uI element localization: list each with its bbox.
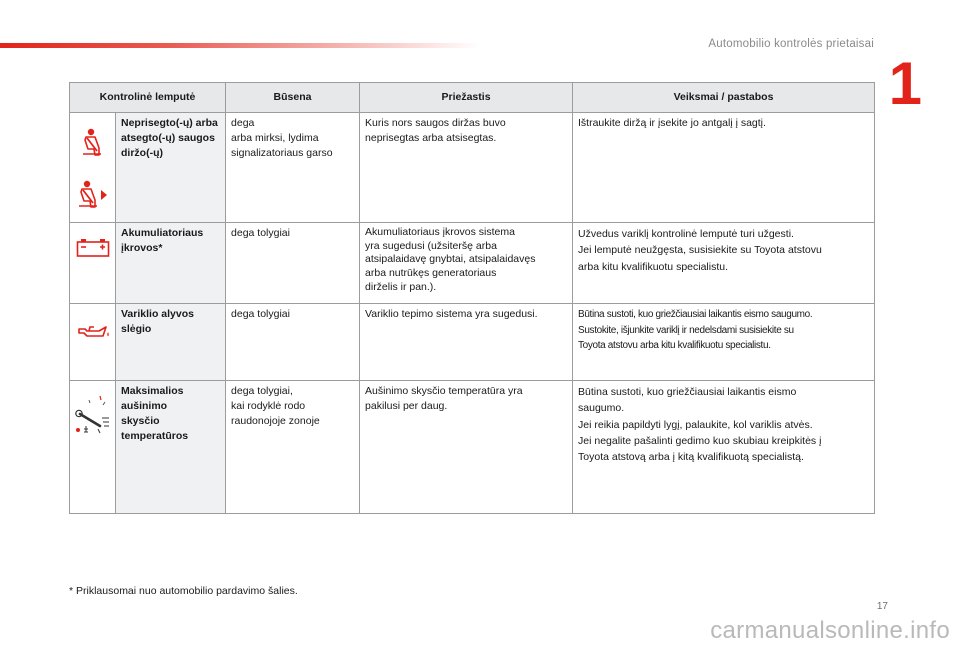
column-header-warning-light: Kontrolinė lemputė — [70, 83, 226, 113]
column-header-state: Būsena — [226, 83, 360, 113]
coolant-temperature-icon — [74, 392, 112, 438]
action-line: Toyota atstovą arba į kitą kvalifikuotą specialistą. — [578, 451, 804, 464]
cause-line: Kuris nors saugos diržas buvo — [365, 117, 506, 129]
state-cell — [226, 381, 360, 514]
action-line: Jei negalite pašalinti gedimo kuo skubiau kreipkitės į — [578, 434, 822, 447]
state-line: dega — [231, 117, 255, 129]
cause-cell — [360, 223, 573, 304]
page-number: 17 — [876, 601, 888, 612]
icon-cell — [70, 381, 116, 514]
warning-light-name: Akumuliatoriaus įkrovos* — [116, 223, 226, 304]
cause-line: atsipalaidavę gnybtai, atsipalaidavęs — [365, 253, 536, 266]
state-line: arba mirksi, lydima — [231, 131, 319, 144]
cause-line: pakilusi per daug. — [365, 399, 448, 412]
seatbelt-icon — [81, 128, 105, 158]
action-line: Būtina sustoti, kuo griežčiausiai laikantis eismo — [578, 386, 797, 398]
cause-line: Akumuliatoriaus įkrovos sistema — [365, 226, 515, 238]
header-accent-bar — [0, 43, 480, 48]
state-line: kai rodyklė rodo — [231, 399, 306, 412]
state-line: dega tolygiai — [231, 227, 290, 239]
cause-cell — [360, 381, 573, 514]
action-cell — [573, 304, 875, 381]
action-cell — [573, 223, 875, 304]
action-cell — [573, 381, 875, 514]
warning-light-name: Neprisegto(-ų) arba atsegto(-ų) saugos diržo(-ų) — [116, 113, 226, 223]
state-cell — [226, 223, 360, 304]
action-line: arba kitu kvalifikuotu specialistu. — [578, 260, 729, 273]
watermark: carmanualsonline.info — [710, 617, 950, 644]
table-row — [70, 304, 875, 381]
cause-line: dirželis ir pan.). — [365, 280, 437, 293]
warning-light-name: Maksimalios aušinimo skysčio temperatūros — [116, 381, 226, 514]
warning-lights-table — [69, 82, 875, 514]
cause-cell — [360, 304, 573, 381]
action-line: saugumo. — [578, 402, 625, 415]
action-line: Sustokite, išjunkite variklį ir nedelsdami susisiekite su — [578, 324, 794, 336]
action-line: Ištraukite diržą ir įsekite jo antgalį į sagtį. — [578, 117, 766, 129]
table-header-row — [70, 83, 875, 113]
state-cell — [226, 304, 360, 381]
table-row — [70, 381, 875, 514]
state-line: dega tolygiai — [231, 308, 290, 320]
cause-line: arba nutrūkęs generatoriaus — [365, 266, 497, 279]
cause-line: Aušinimo skysčio temperatūra yra — [365, 385, 523, 397]
chapter-number: 1 — [888, 50, 922, 117]
icon-cell — [70, 223, 116, 304]
icon-cell — [70, 304, 116, 381]
table-row — [70, 223, 875, 304]
column-header-action: Veiksmai / pastabos — [573, 83, 875, 113]
warning-light-name: Variklio alyvos slėgio — [116, 304, 226, 381]
battery-icon — [76, 238, 110, 258]
column-header-cause: Priežastis — [360, 83, 573, 113]
cause-line: Variklio tepimo sistema yra sugedusi. — [365, 308, 538, 320]
cause-line: neprisegtas arba atsisegtas. — [365, 131, 497, 144]
action-line: Užvedus variklį kontrolinė lemputė turi užgesti. — [578, 228, 794, 240]
state-line: signalizatoriaus garso — [231, 146, 333, 159]
state-line: raudonojoje zonoje — [231, 414, 320, 427]
table-row — [70, 113, 875, 223]
state-line: dega tolygiai, — [231, 385, 293, 397]
footnote: * Priklausomai nuo automobilio pardavimo šalies. — [69, 585, 298, 597]
seatbelt-passenger-icon — [77, 180, 109, 210]
action-line: Jei lemputė neužgęsta, susisiekite su Toyota atstovu — [578, 244, 822, 257]
action-line: Toyota atstovu arba kitu kvalifikuotu specialistu. — [578, 340, 771, 351]
icon-cell — [70, 113, 116, 223]
oil-can-icon — [75, 321, 111, 341]
action-cell — [573, 113, 875, 223]
action-line: Jei reikia papildyti lygį, palaukite, kol variklis atvės. — [578, 418, 813, 431]
cause-cell — [360, 113, 573, 223]
section-title: Automobilio kontrolės prietaisai — [708, 38, 874, 50]
state-cell — [226, 113, 360, 223]
action-line: Būtina sustoti, kuo griežčiausiai laikantis eismo saugumo. — [578, 309, 813, 320]
cause-line: yra sugedusi (užsiteršę arba — [365, 239, 497, 252]
